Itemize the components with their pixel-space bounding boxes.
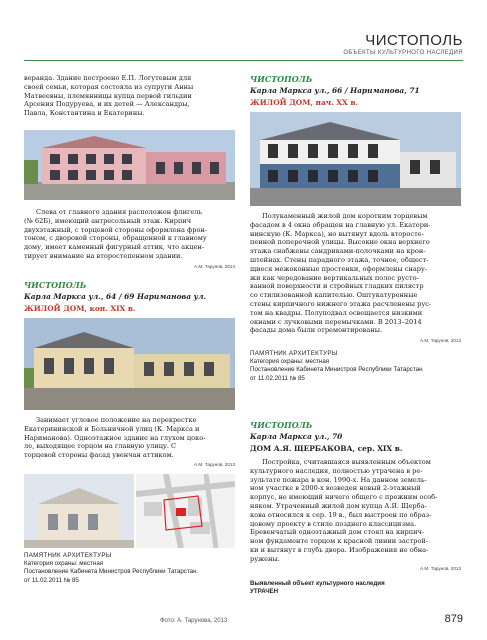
building-photo-corner bbox=[24, 318, 235, 410]
left-intro-text: веранда. Здание построено Е.П. Логутевым для своей семьи, которая состояла из супруги Анны Матвеевны, племянницы купца первой гильдии Арсения Подуруева, и их детей — Александры, Павла, Константина и Екатерины. bbox=[24, 74, 194, 118]
entry-object-title: ЖИЛОЙ ДОМ, нач. XX в. bbox=[250, 98, 359, 107]
entry-address: Карла Маркса ул., 64 / 69 Нариманова ул. bbox=[24, 292, 207, 301]
left-corner-text: Занимает угловое положение на перекрестке Екатерининской и Больничной улиц (К. Маркса и Нариманова). Одноэтажное здание на глухом цоко- ле, выходящее торцом на главную улицу. С торцевой стороны фасад увенчан аттиком. bbox=[24, 416, 206, 460]
header-divider bbox=[24, 60, 463, 61]
entry-address: Карла Маркса ул., 70 bbox=[250, 432, 343, 441]
left-monument-block: ПАМЯТНИК АРХИТЕКТУРЫ Категория охраны: местная Постановление Кабинета Министров Республики Татарстан от 11.02.2011 № 85 bbox=[24, 552, 197, 584]
page-number: 879 bbox=[444, 613, 463, 625]
entry-address: Карла Маркса ул., 66 / Нариманова, 71 bbox=[250, 86, 420, 95]
right-house-text: Полукаменный жилой дом коротким торцевым фасадом в 4 окна обращен на главную ул. Екатери- нинскую (К. Маркса), но вытянут вдоль второсте- пенной поперечной улицы. Высокие окна верхнего этажа снабжены сандриками-полочками на крон- штейнах. Стены парадного этажа, точнее, общест- щиеся межоконные простенки, оформлены снару- жи как чередование вертикальных полос русто- ванной поверхности и стройных гладких пилястр со стилизованной капителью. Оштукатуренные стены кирпичного нижнего этажа расчленены рус- том на квадры. Полуподвал освещается низкими окнами с лучковыми перемычками. В 2013–2014 фасады дома были отремонтированы. bbox=[250, 212, 432, 335]
entry-object-title: ЖИЛОЙ ДОМ, кон. XIX в. bbox=[24, 304, 136, 313]
right-shcherbakov-text: Постройка, считавшаяся выявленным объектом культурного наследия, полностью утрачена в ре- зультате пожара в кон. 1990-х. На данном земель- ном участке в 2000-х возведен новый 2-этажный корпус, не имеющий ничего общего с прежним особ- няком. Утраченный жилой дом купца А.Я. Щерба- кова относился к сер. 19 в., был выстроен по образ- цовому проекту в стиле позднего классицизма. Бревенчатый одноэтажный дом стоял на кирпич- ном фундаменте торцом к красной линии застрой- ки и вытянут в глубь двора. Изображения не обна- ружены. bbox=[250, 458, 438, 563]
lost-status-block: Выявленный объект культурного наследия УТРАЧЕН bbox=[250, 580, 385, 596]
photo-credit-2: А.М. Тарунов, 2013 bbox=[194, 462, 235, 467]
page-header-subtitle: ОБЪЕКТЫ КУЛЬТУРНОГО НАСЛЕДИЯ bbox=[343, 50, 463, 56]
photo-credit-1: А.М. Тарунов, 2013 bbox=[194, 264, 235, 269]
entry-city-label: ЧИСТОПОЛЬ bbox=[250, 74, 313, 84]
entry-city-label: ЧИСТОПОЛЬ bbox=[24, 280, 87, 290]
left-annex-text: Слева от главного здания расположен флигель (№ 62Б), имеющий антресольный этаж. Кирпич двухэтажный, с торцевой стороны оформлена фрон- тоном, с дворовой стороны, обращенной к главному дому, имеет каменный фигурный аттик, что акцен- тирует внимание на второстепенном здании. bbox=[24, 208, 208, 260]
photo-credit-3: А.М. Тарунов, 2013 bbox=[420, 338, 461, 343]
building-photo-small bbox=[24, 474, 134, 548]
right-monument-block: ПАМЯТНИК АРХИТЕКТУРЫ Категория охраны: местная Постановление Кабинета Министров Республики Татарстан от 11.02.2011 № 85 bbox=[250, 350, 423, 382]
entry-object-title: ДОМ А.Я. ЩЕРБАКОВА, сер. XIX в. bbox=[250, 444, 403, 453]
footer-photo-credit: Фото: А. Тарунова, 2013 bbox=[160, 618, 228, 624]
building-photo-pink bbox=[24, 130, 235, 200]
entry-city-label: ЧИСТОПОЛЬ bbox=[250, 420, 313, 430]
photo-credit-4: А.М. Тарунов, 2013 bbox=[420, 566, 461, 571]
building-photo-white bbox=[250, 112, 461, 206]
location-map bbox=[136, 474, 235, 548]
page-header-title: ЧИСТОПОЛЬ bbox=[365, 32, 463, 49]
